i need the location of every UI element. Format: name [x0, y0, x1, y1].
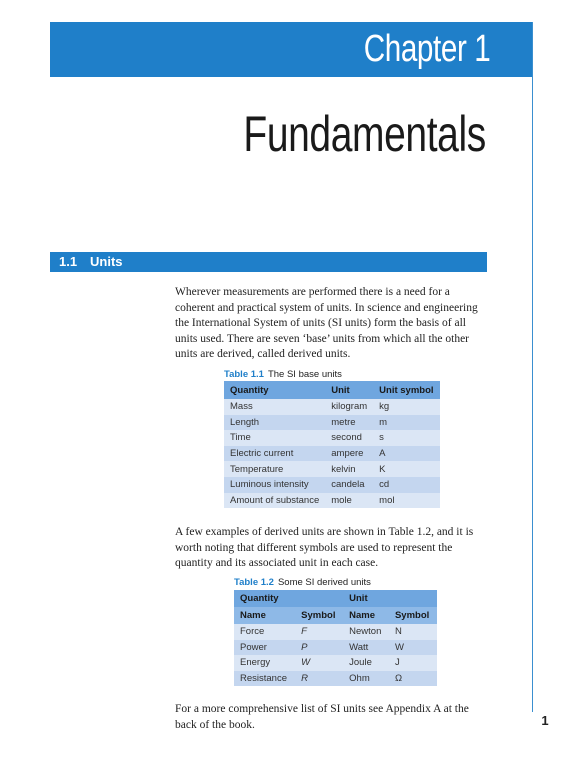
table-header-row: [234, 607, 437, 624]
section-title: Units: [90, 254, 123, 269]
column-header: Name: [234, 607, 295, 624]
table-1-label: Table 1.1: [224, 369, 264, 380]
derived-units-paragraph: A few examples of derived units are shown in Table 1.2, and it is worth noting that different symbols are used to represent the quantity and its associated unit in each case.: [175, 526, 474, 569]
table-row: [234, 671, 437, 687]
table-cell: Length: [224, 415, 325, 431]
table-cell: Ohm: [343, 671, 389, 687]
table-row: [234, 640, 437, 656]
table-cell: J: [389, 655, 437, 671]
chapter-banner: [50, 22, 532, 77]
table-cell: Time: [224, 430, 325, 446]
table-cell: Amount of substance: [224, 493, 325, 509]
table-row: [224, 461, 440, 477]
column-header: Symbol: [295, 607, 343, 624]
table-1-caption-text: The SI base units: [267, 369, 342, 380]
table-cell: kilogram: [325, 399, 373, 415]
chapter-title: Fundamentals: [243, 106, 486, 162]
page-edge-rule: [532, 22, 533, 712]
table-row: [234, 655, 437, 671]
column-header: Unit: [325, 381, 373, 399]
table-2-caption: [234, 577, 371, 588]
table-cell: W: [389, 640, 437, 656]
intro-paragraph: Wherever measurements are performed there is a need for a coherent and practical system of units. In science and engineering the International System of units (SI units) form the basis of all units used. There are seven ‘base’ units from which all the other units are derived, called derived units.: [175, 286, 478, 360]
table-row: [224, 446, 440, 462]
table-cell: A: [373, 446, 439, 462]
table-cell: ampere: [325, 446, 373, 462]
table-cell: R: [295, 671, 343, 687]
table-cell: candela: [325, 477, 373, 493]
table-cell: Watt: [343, 640, 389, 656]
table-cell: Ω: [389, 671, 437, 687]
table-row: [224, 399, 440, 415]
si-base-units-table: [224, 381, 440, 508]
table-cell: Electric current: [224, 446, 325, 462]
table-row: [234, 624, 437, 640]
column-header: Unit symbol: [373, 381, 439, 399]
table-cell: Luminous intensity: [224, 477, 325, 493]
table-cell: Newton: [343, 624, 389, 640]
table-cell: Joule: [343, 655, 389, 671]
section-number: 1.1: [59, 254, 78, 269]
si-derived-units-table: [234, 590, 437, 686]
table-cell: Power: [234, 640, 295, 656]
page-number: 1: [541, 713, 549, 728]
table-group-header-row: [234, 590, 437, 607]
table-cell: P: [295, 640, 343, 656]
column-group-header: Unit: [343, 590, 437, 607]
table-row: [224, 415, 440, 431]
table-cell: kelvin: [325, 461, 373, 477]
table-cell: metre: [325, 415, 373, 431]
table-2-label: Table 1.2: [234, 577, 274, 588]
table-cell: K: [373, 461, 439, 477]
table-1-caption: [224, 369, 342, 380]
table-cell: second: [325, 430, 373, 446]
table-cell: Temperature: [224, 461, 325, 477]
table-cell: m: [373, 415, 439, 431]
table-row: [224, 493, 440, 509]
table-row: [224, 477, 440, 493]
table-header-row: [224, 381, 440, 399]
table-cell: mol: [373, 493, 439, 509]
table-cell: F: [295, 624, 343, 640]
table-cell: kg: [373, 399, 439, 415]
table-cell: N: [389, 624, 437, 640]
column-header: Name: [343, 607, 389, 624]
table-cell: Force: [234, 624, 295, 640]
table-cell: cd: [373, 477, 439, 493]
table-cell: Mass: [224, 399, 325, 415]
table-row: [224, 430, 440, 446]
section-heading: [50, 252, 487, 272]
table-2-caption-text: Some SI derived units: [277, 577, 371, 588]
column-header: Symbol: [389, 607, 437, 624]
table-cell: mole: [325, 493, 373, 509]
table-cell: Resistance: [234, 671, 295, 687]
table-cell: W: [295, 655, 343, 671]
column-header: Quantity: [224, 381, 325, 399]
appendix-paragraph: For a more comprehensive list of SI units see Appendix A at the back of the book.: [175, 703, 469, 731]
table-cell: s: [373, 430, 439, 446]
column-group-header: Quantity: [234, 590, 343, 607]
table-cell: Energy: [234, 655, 295, 671]
chapter-label: Chapter 1: [363, 28, 490, 70]
